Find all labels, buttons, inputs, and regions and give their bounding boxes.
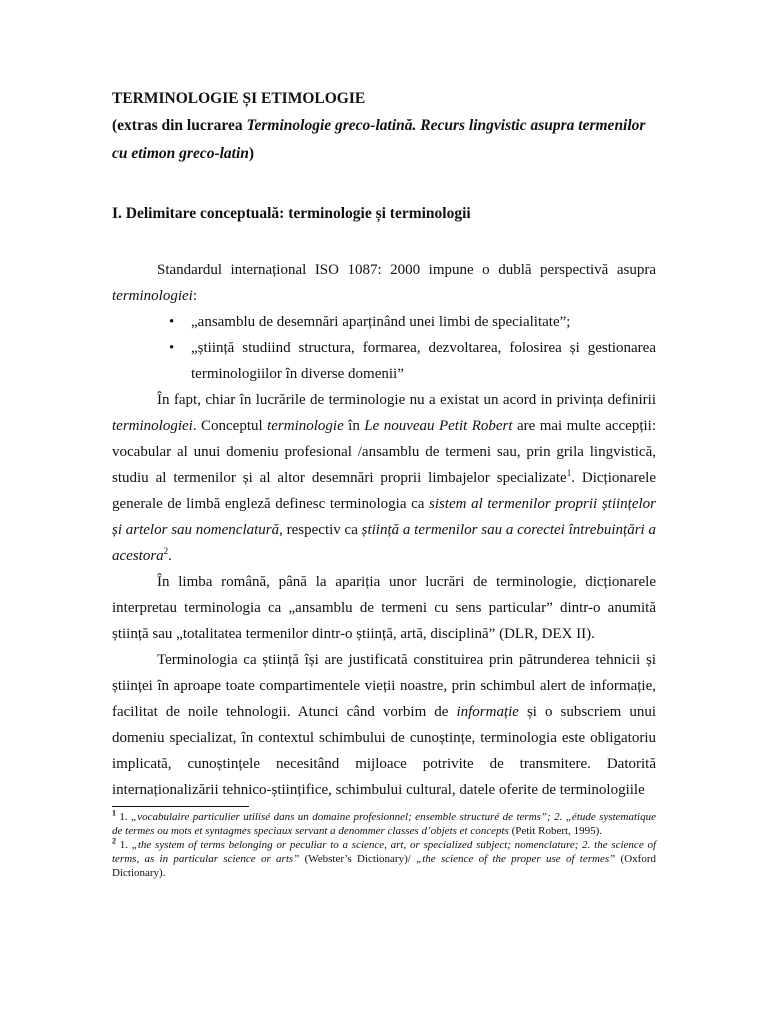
bullet-icon: • — [169, 340, 175, 356]
document-title: TERMINOLOGIE ȘI ETIMOLOGIE — [112, 90, 366, 107]
footnote-2-source-2: (Oxford Dictionary). — [112, 853, 656, 879]
footnotes — [112, 810, 656, 880]
p2-text-j: , respectiv ca — [279, 522, 362, 538]
p2-italic-k: știință a termenilor sau a corectei întrebuințări a acestora — [112, 522, 656, 564]
footnote-2-source-1: (Webster’s Dictionary)/ — [299, 853, 417, 865]
bullet-icon: • — [169, 314, 175, 330]
paragraph-1-text: Standardul internațional ISO 1087: 2000 impune o dublă perspectivă asupra — [157, 262, 656, 278]
paragraph-3: În limba română, până la apariția unor lucrări de terminologie, dicționarele interpretau terminologia ca „ansamblu de termeni cu sens particular” dintr-o anumită știință sau „totalitatea termenilor dintr-o știință, artă, disciplină” (DLR, DEX II). — [112, 574, 656, 642]
footnote-ref-1[interactable]: 1 — [566, 468, 572, 478]
p2-text-c: . Conceptul — [192, 418, 268, 434]
subtitle-suffix: ) — [248, 145, 255, 162]
footnote-1 — [112, 810, 656, 838]
footnote-1-mark: 1 — [112, 808, 116, 818]
list-item — [112, 335, 656, 387]
p2-italic-d: terminologie — [267, 418, 344, 434]
p2-text-e: în — [343, 418, 365, 434]
list-item-text: „ansamblu de desemnări aparținând unei limbi de specialitate”; — [191, 314, 571, 330]
p4-italic-b: informație — [456, 704, 519, 720]
footnote-2-quote-1: „the system of terms belonging or peculiar to a science, art, or specialized subject; nomenclature; 2. the science of terms, as in particular science or arts” — [112, 839, 656, 865]
footnote-2 — [112, 838, 656, 880]
subtitle-prefix: (extras din lucrarea — [112, 117, 247, 134]
paragraph-2 — [112, 387, 656, 569]
paragraph-1 — [112, 257, 656, 309]
p2-italic-b: terminologiei — [112, 418, 193, 434]
footnote-2-mark: 2 — [112, 836, 116, 846]
p2-italic-f: Le nouveau Petit Robert — [364, 418, 513, 434]
footnote-1-num: 1. — [116, 811, 132, 823]
paragraph-4 — [112, 647, 656, 803]
footnote-1-quote: „vocabulaire particulier utilisé dans un domaine profesionnel; ensemble structuré de terms”; 2. „étude systematique de termes ou mots et syntagmes speciaux servant a denommer classes d’objets et concepts — [112, 811, 656, 837]
p4-text-c: și o subscriem unui domeniu specializat, în contextul schimbului de cunoștințe, terminologia este obligatoriu implicată, cunoștințele necesitând mijloace potrivite de transmitere. Datorită internaționalizării tehnico-științifice, schimbului cultural, datele oferite de terminologiile — [112, 704, 656, 798]
list-item — [112, 309, 656, 335]
p2-text-h: . Dicționarele generale de limbă engleză definesc terminologia ca — [112, 470, 656, 512]
p2-italic-i: sistem al termenilor proprii științelor și artelor sau nomenclatură — [112, 496, 656, 538]
p2-text-a: În fapt, chiar în lucrările de terminologie nu a existat un acord in privința definirii — [157, 392, 656, 408]
p2-text-g: are mai multe accepții: vocabular al unui domeniu profesional /ansamblu de termeni sau, prin grila lingvistică, studiu al termenilor și al altor desemnări proprii limbajelor specializate — [112, 418, 657, 486]
document-subtitle — [112, 112, 656, 168]
paragraph-1-end: : — [192, 288, 197, 304]
document-page — [112, 86, 656, 803]
paragraph-1-emphasis: terminologiei — [112, 288, 193, 304]
footnote-ref-2[interactable]: 2 — [163, 546, 169, 556]
footnote-separator — [112, 806, 249, 807]
footnote-2-num: 1. — [116, 839, 132, 851]
p4-text-a: Terminologia ca știință își are justificată constituirea prin pătrunderea tehnicii și științei în aproape toate compartimentele vieții noastre, prin schimbul alert de informație, facilitat de noile tehnologii. Atunci când vorbim de — [112, 652, 656, 720]
footnote-2-quote-2: „the science of the proper use of termes” — [416, 853, 616, 865]
list-item-text: „știință studiind structura, formarea, dezvoltarea, folosirea și gestionarea terminologiilor în diverse domenii” — [191, 340, 656, 382]
definition-list — [112, 309, 656, 387]
section-heading: I. Delimitare conceptuală: terminologie și terminologii — [112, 205, 471, 222]
subtitle-work-title: Terminologie greco-latină. Recurs lingvistic asupra termenilor cu etimon greco-latin — [112, 117, 646, 162]
p2-text-l: . — [168, 548, 172, 564]
footnote-1-source: (Petit Robert, 1995). — [508, 825, 603, 837]
